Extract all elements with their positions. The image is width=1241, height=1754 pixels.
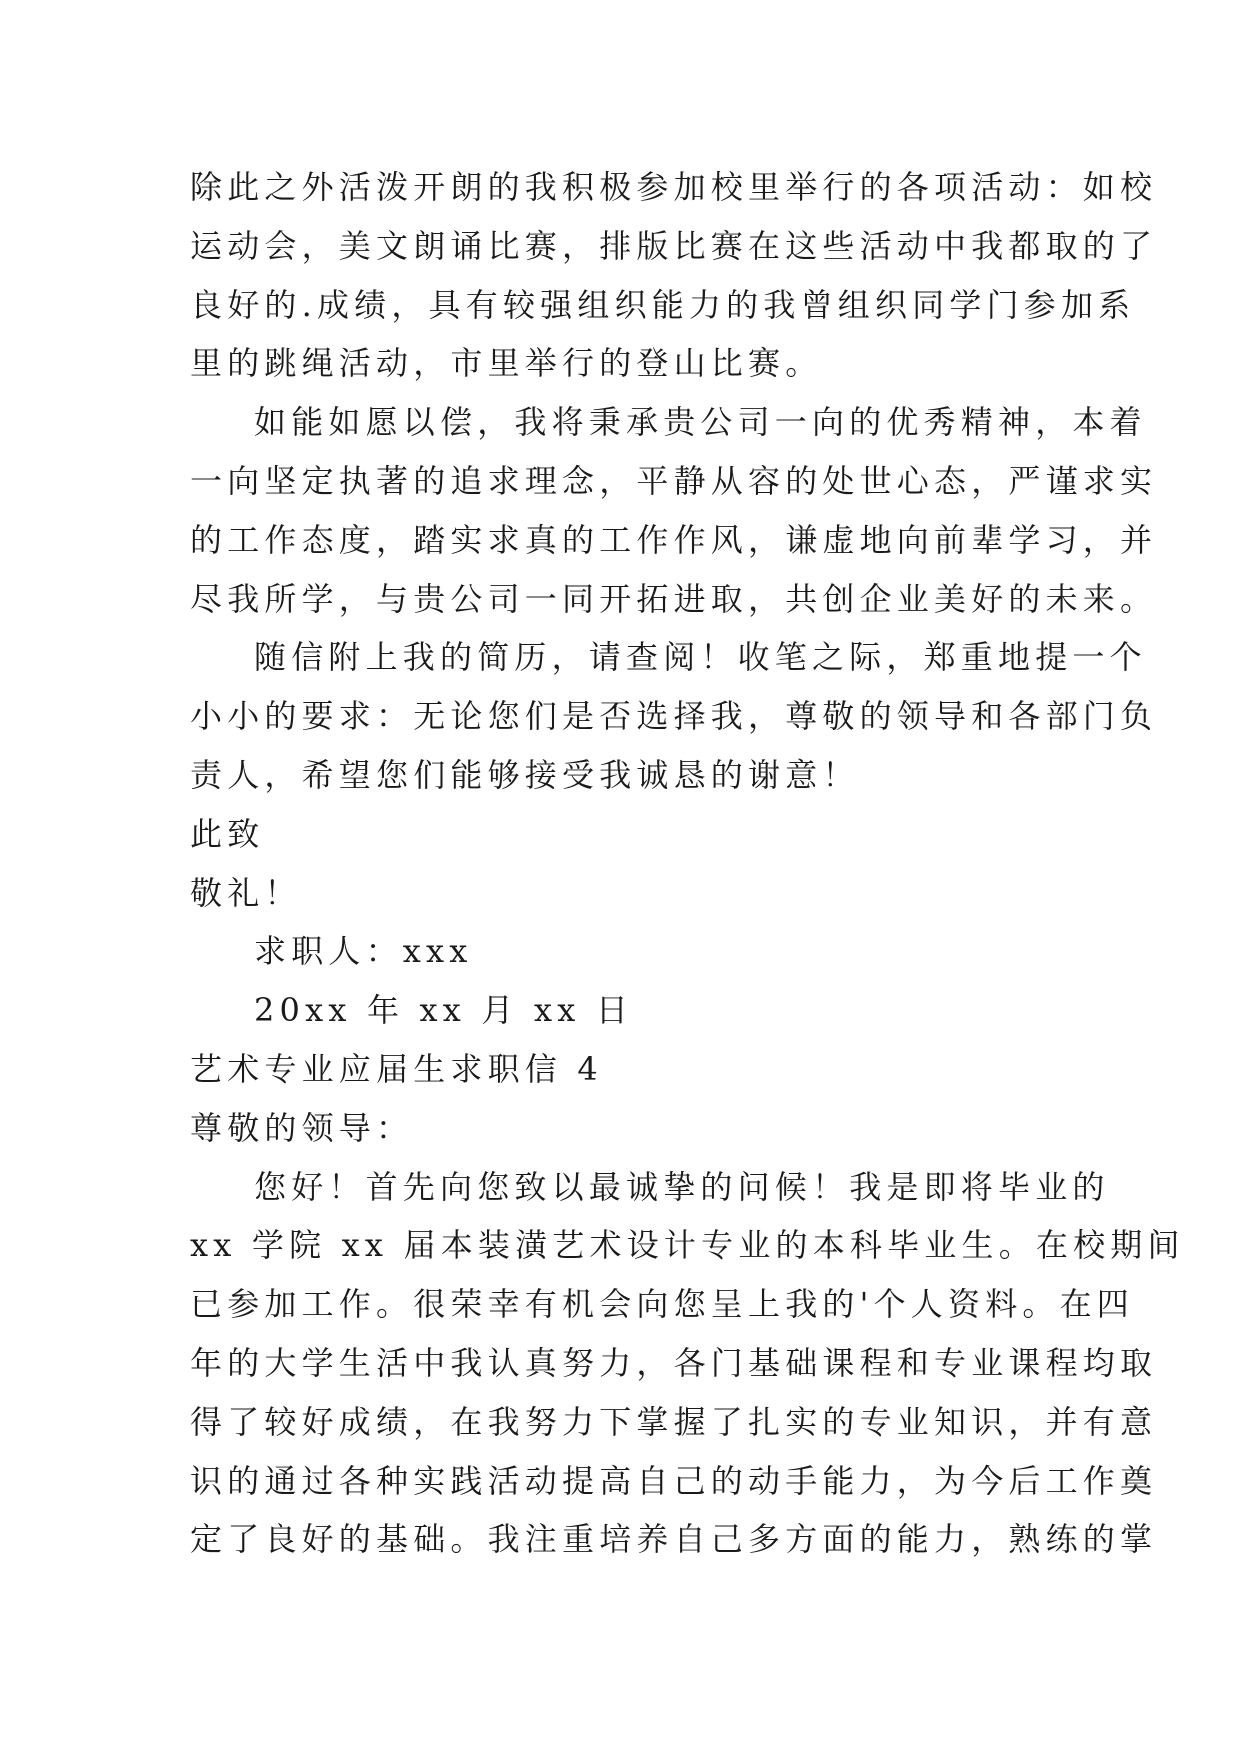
text-line: 年的大学生活中我认真努力，各门基础课程和专业课程均取 <box>190 1343 1158 1382</box>
text-line: 小小的要求：无论您们是否选择我，尊敬的领导和各部门负 <box>190 697 1158 736</box>
text-line: 里的跳绳活动，市里举行的登山比赛。 <box>190 344 823 383</box>
signature-line: 求职人：xxx <box>254 932 473 971</box>
text-line: 除此之外活泼开朗的我积极参加校里举行的各项活动：如校 <box>190 168 1158 206</box>
text-line: 您好！首先向您致以最诚挚的问候！我是即将毕业的 <box>254 1167 1110 1206</box>
text-line: xx 学院 xx 届本装潢艺术设计专业的本科毕业生。在校期间 <box>190 1226 1185 1265</box>
text-line: 已参加工作。很荣幸有机会向您呈上我的'个人资料。在四 <box>190 1285 1134 1324</box>
text-line: 尽我所学，与贵公司一同开拓进取，共创企业美好的未来。 <box>190 579 1158 618</box>
section-heading: 艺术专业应届生求职信 4 <box>190 1049 603 1088</box>
text-line: 责人，希望您们能够接受我诚恳的谢意！ <box>190 755 860 794</box>
date-line: 20xx 年 xx 月 xx 日 <box>254 991 634 1030</box>
text-line: 定了良好的基础。我注重培养自己多方面的能力，熟练的掌 <box>190 1520 1158 1559</box>
greeting-line: 尊敬的领导： <box>190 1108 414 1147</box>
text-line: 一向坚定执著的追求理念，平静从容的处世心态，严谨求实 <box>190 461 1158 500</box>
closing-regards: 敬礼！ <box>190 873 302 912</box>
text-line: 运动会，美文朗诵比赛，排版比赛在这些活动中我都取的了 <box>190 226 1158 265</box>
letter-body <box>190 158 1185 1569</box>
text-line: 得了较好成绩，在我努力下掌握了扎实的专业知识，并有意 <box>190 1402 1158 1441</box>
closing-salutation: 此致 <box>190 814 265 853</box>
text-line: 的工作态度，踏实求真的工作作风，谦虚地向前辈学习，并 <box>190 520 1158 559</box>
text-line: 良好的.成绩，具有较强组织能力的我曾组织同学门参加系 <box>190 285 1136 324</box>
text-line: 随信附上我的简历，请查阅！收笔之际，郑重地提一个 <box>254 638 1147 677</box>
text-line: 如能如愿以偿，我将秉承贵公司一向的优秀精神，本着 <box>254 403 1147 442</box>
text-line: 识的通过各种实践活动提高自己的动手能力，为今后工作奠 <box>190 1461 1158 1500</box>
